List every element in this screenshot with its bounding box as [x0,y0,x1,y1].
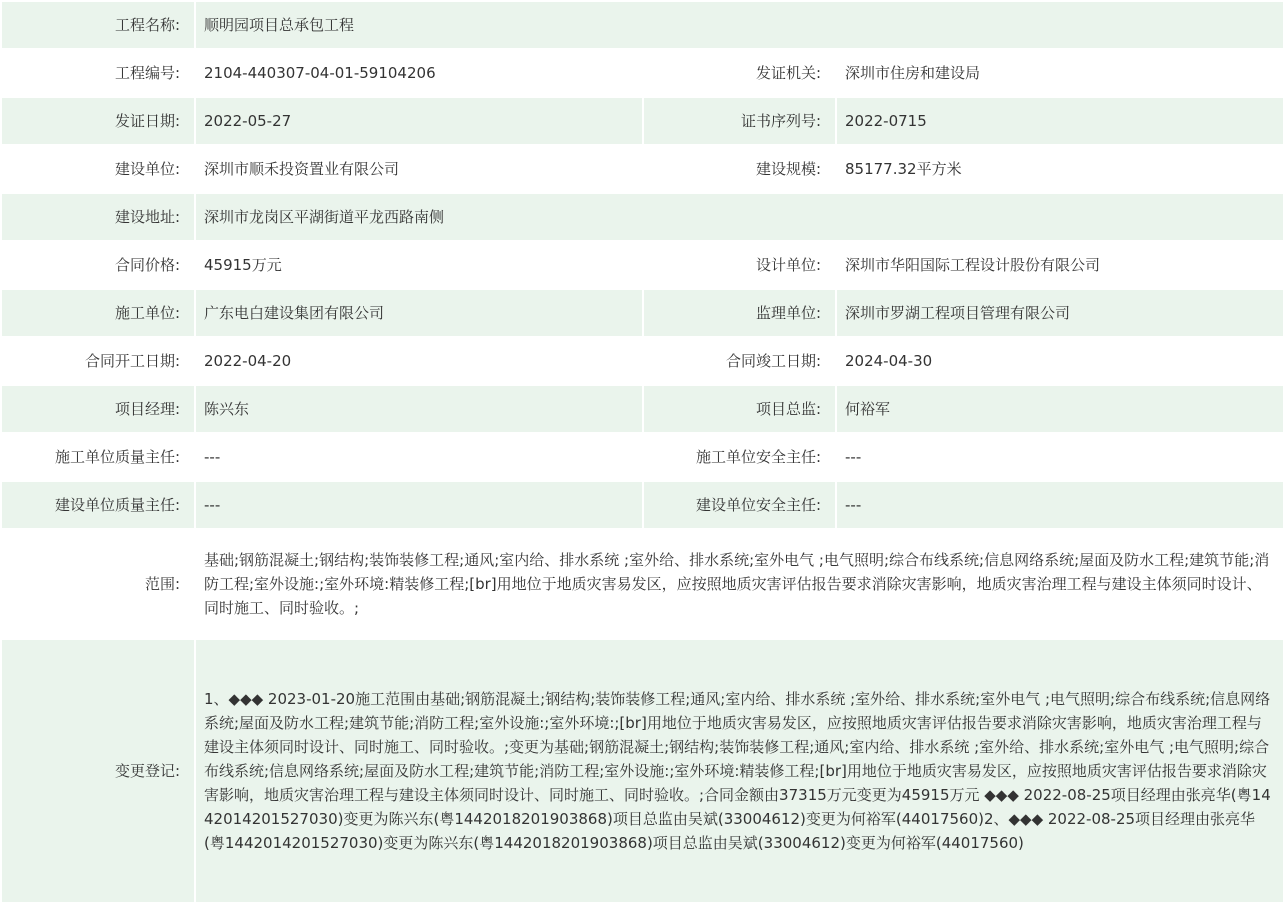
contract-price-value: 45915万元 [196,242,642,288]
contract-price-label: 合同价格: [2,242,194,288]
developer-value: 深圳市顺禾投资置业有限公司 [196,146,642,192]
issuing-authority-label: 发证机关: [644,50,835,96]
row-developer [2,146,1283,192]
certificate-serial-label: 证书序列号: [644,98,835,144]
chief-supervisor-value: 何裕军 [837,386,1283,432]
row-project-name [2,2,1283,48]
design-unit-value: 深圳市华阳国际工程设计股份有限公司 [837,242,1283,288]
project-code-label: 工程编号: [2,50,194,96]
developer-safety-value: --- [837,482,1283,528]
chief-supervisor-label: 项目总监: [644,386,835,432]
issuing-authority-value: 深圳市住房和建设局 [837,50,1283,96]
change-log-value: 1、◆◆◆ 2023-01-20施工范围由基础;钢筋混凝土;钢结构;装饰装修工程;通风;室内给、排水系统 ;室外给、排水系统;室外电气 ;电气照明;综合布线系统;信息网络系统;屋面及防水工程;建筑节能;消防工程;室外设施:;室外环境:;[br]用地位于地质灾害易发区，应按照地质灾害评估报告要求消除灾害影响，地质灾害治理工程与建设主体须同时设计、同时施工、同时验收。;变更为基础;钢筋混凝土;钢结构;装饰装修工程;通风;室内给、排水系统 ;室外给、排水系统;室外电气 ;电气照明;综合布线系统;信息网络系统;屋面及防水工程;建筑节能;消防工程;室外设施:;室外环境:精装修工程;[br]用地位于地质灾害易发区，应按照地质灾害评估报告要求消除灾害影响，地质灾害治理工程与建设主体须同时设计、同时施工、同时验收。;合同金额由37315万元变更为45915万元 ◆◆◆ 2022-08-25项目经理由张亮华(粤1442014201527030)变更为陈兴东(粤1442018201903868)项目总监由吴斌(33004612)变更为何裕军(44017560)2、◆◆◆ 2022-08-25项目经理由张亮华(粤1442014201527030)变更为陈兴东(粤1442018201903868)项目总监由吴斌(33004612)变更为何裕军(44017560) [196,640,1283,902]
issue-date-value: 2022-05-27 [196,98,642,144]
row-scope [2,530,1283,638]
contractor-quality-value: --- [196,434,642,480]
certificate-serial-value: 2022-0715 [837,98,1283,144]
project-code-value: 2104-440307-04-01-59104206 [196,50,642,96]
supervision-unit-label: 监理单位: [644,290,835,336]
contract-start-value: 2022-04-20 [196,338,642,384]
developer-quality-value: --- [196,482,642,528]
address-label: 建设地址: [2,194,194,240]
design-unit-label: 设计单位: [644,242,835,288]
change-log-label: 变更登记: [2,640,194,902]
scale-value: 85177.32平方米 [837,146,1283,192]
project-manager-label: 项目经理: [2,386,194,432]
construction-unit-label: 施工单位: [2,290,194,336]
scope-value: 基础;钢筋混凝土;钢结构;装饰装修工程;通风;室内给、排水系统 ;室外给、排水系统;室外电气 ;电气照明;综合布线系统;信息网络系统;屋面及防水工程;建筑节能;消防工程;室外设施:;室外环境:精装修工程;[br]用地位于地质灾害易发区，应按照地质灾害评估报告要求消除灾害影响，地质灾害治理工程与建设主体须同时设计、同时施工、同时验收。; [196,530,1283,638]
contract-end-value: 2024-04-30 [837,338,1283,384]
developer-label: 建设单位: [2,146,194,192]
row-contract-dates [2,338,1283,384]
contractor-quality-label: 施工单位质量主任: [2,434,194,480]
row-developer-officers [2,482,1283,528]
developer-safety-label: 建设单位安全主任: [644,482,835,528]
contractor-safety-label: 施工单位安全主任: [644,434,835,480]
scale-label: 建设规模: [644,146,835,192]
row-managers [2,386,1283,432]
row-project-code [2,50,1283,96]
contract-end-label: 合同竣工日期: [644,338,835,384]
contract-start-label: 合同开工日期: [2,338,194,384]
address-value: 深圳市龙岗区平湖街道平龙西路南侧 [196,194,1283,240]
project-manager-value: 陈兴东 [196,386,642,432]
contractor-safety-value: --- [837,434,1283,480]
developer-quality-label: 建设单位质量主任: [2,482,194,528]
row-construction-unit [2,290,1283,336]
row-contract-price [2,242,1283,288]
scope-label: 范围: [2,530,194,638]
issue-date-label: 发证日期: [2,98,194,144]
supervision-unit-value: 深圳市罗湖工程项目管理有限公司 [837,290,1283,336]
construction-unit-value: 广东电白建设集团有限公司 [196,290,642,336]
row-change-log [2,640,1283,902]
project-name-label: 工程名称: [2,2,194,48]
row-contractor-officers [2,434,1283,480]
row-issue-date [2,98,1283,144]
row-address [2,194,1283,240]
project-name-value: 顺明园项目总承包工程 [196,2,1283,48]
